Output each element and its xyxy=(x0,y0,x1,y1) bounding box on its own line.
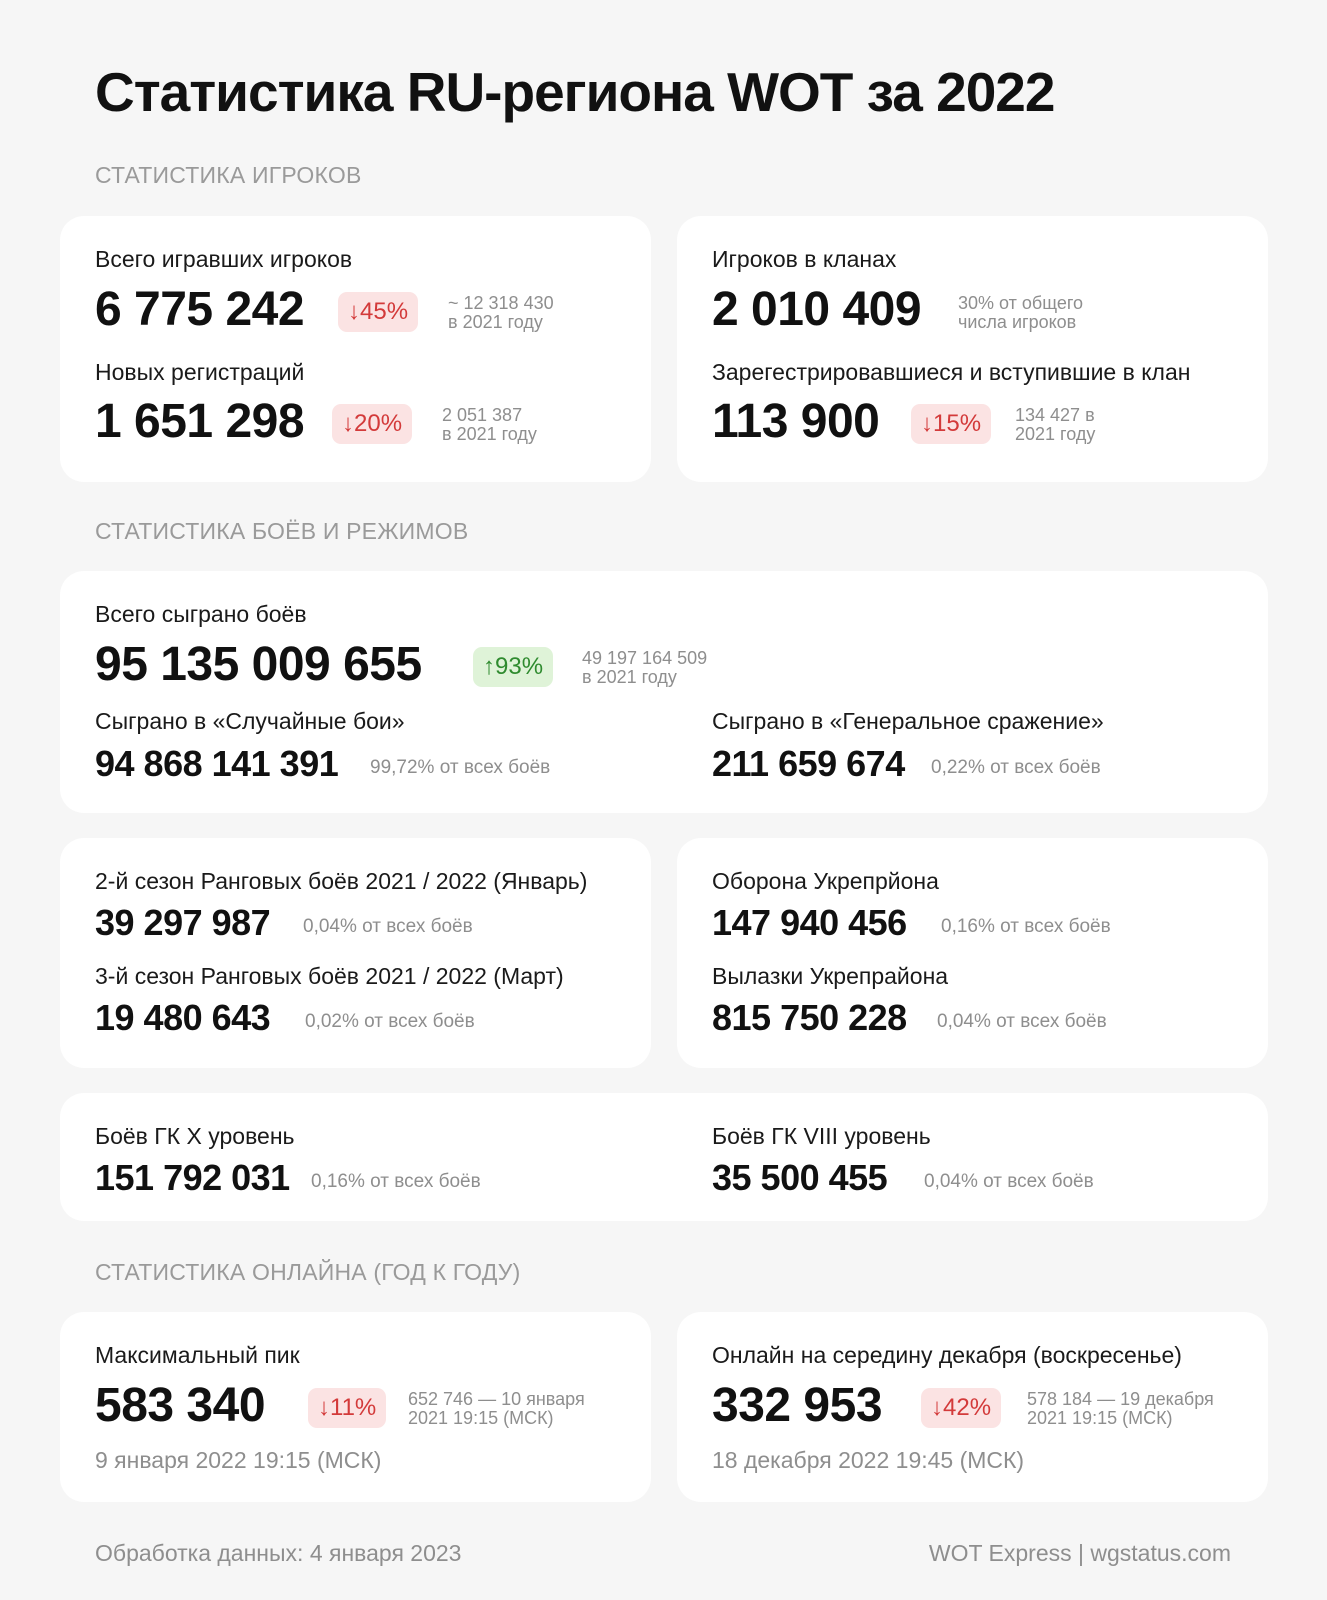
general-battle-pct: 0,22% от всех боёв xyxy=(931,757,1101,778)
gk10-pct: 0,16% от всех боёв xyxy=(311,1171,481,1192)
battles-total-value: 95 135 009 655 xyxy=(95,638,422,691)
peak-badge: ↓11% xyxy=(308,1388,386,1428)
card-players-clans xyxy=(677,216,1268,482)
total-players-note: ~ 12 318 430 в 2021 году xyxy=(448,293,554,332)
card-battles-total xyxy=(60,571,1268,813)
sorties-pct: 0,04% от всех боёв xyxy=(937,1011,1107,1032)
clan-joined-badge: ↓15% xyxy=(911,404,991,444)
ranked3-pct: 0,02% от всех боёв xyxy=(305,1011,475,1032)
arrow-down-icon: ↓ xyxy=(931,1394,943,1421)
peak-date: 9 января 2022 19:15 (МСК) xyxy=(95,1447,382,1473)
card-global-map xyxy=(60,1093,1268,1221)
card-ranked xyxy=(60,838,651,1068)
ranked2-value: 39 297 987 xyxy=(95,902,271,943)
card-online-december xyxy=(677,1312,1268,1502)
battles-total-label: Всего сыграно боёв xyxy=(95,601,307,627)
battles-total-note: 49 197 164 509 в 2021 году xyxy=(582,648,708,687)
december-value: 332 953 xyxy=(712,1379,883,1432)
arrow-up-icon: ↑ xyxy=(483,653,495,680)
peak-value: 583 340 xyxy=(95,1379,266,1432)
random-battles-value: 94 868 141 391 xyxy=(95,743,339,784)
random-battles-label: Сыграно в «Случайные бои» xyxy=(95,708,405,734)
page-title: Статистика RU-региона WOT за 2022 xyxy=(95,61,1055,123)
total-players-badge: ↓45% xyxy=(338,292,418,332)
gk8-value: 35 500 455 xyxy=(712,1157,888,1198)
gk8-label: Боёв ГК VIII уровень xyxy=(712,1123,931,1149)
clans-note: 30% от общего числа игроков xyxy=(958,293,1084,332)
gk8-pct: 0,04% от всех боёв xyxy=(924,1171,1094,1192)
ranked3-label: 3-й сезон Ранговых боёв 2021 / 2022 (Март) xyxy=(95,963,564,989)
sorties-value: 815 750 228 xyxy=(712,997,907,1038)
december-note: 578 184 — 19 декабря 2021 19:15 (МСК) xyxy=(1027,1389,1214,1428)
ranked2-label: 2-й сезон Ранговых боёв 2021 / 2022 (Январь) xyxy=(95,868,588,894)
section-online: СТАТИСТИКА ОНЛАЙНА (ГОД К ГОДУ) xyxy=(95,1259,521,1285)
registrations-value: 1 651 298 xyxy=(95,395,305,448)
december-badge: ↓42% xyxy=(921,1388,1001,1428)
card-online-peak xyxy=(60,1312,651,1502)
battles-total-badge: ↑93% xyxy=(473,647,553,687)
clans-label: Игроков в кланах xyxy=(712,246,897,272)
arrow-down-icon: ↓ xyxy=(921,410,933,437)
total-players-label: Всего игравших игроков xyxy=(95,246,353,272)
peak-label: Максимальный пик xyxy=(95,1342,300,1368)
gk10-label: Боёв ГК X уровень xyxy=(95,1123,295,1149)
arrow-down-icon: ↓ xyxy=(342,410,354,437)
ranked3-value: 19 480 643 xyxy=(95,997,271,1038)
gk10-value: 151 792 031 xyxy=(95,1157,290,1198)
sorties-label: Вылазки Укрепрайона xyxy=(712,963,949,989)
defense-pct: 0,16% от всех боёв xyxy=(941,916,1111,937)
registrations-note: 2 051 387 в 2021 году xyxy=(442,405,537,444)
december-label: Онлайн на середину декабря (воскресенье) xyxy=(712,1342,1182,1368)
clans-value: 2 010 409 xyxy=(712,283,922,336)
registrations-label: Новых регистраций xyxy=(95,359,305,385)
ranked2-pct: 0,04% от всех боёв xyxy=(303,916,473,937)
clan-joined-label: Зарегестрировавшиеся и вступившие в клан xyxy=(712,359,1191,385)
december-date: 18 декабря 2022 19:45 (МСК) xyxy=(712,1447,1025,1473)
arrow-down-icon: ↓ xyxy=(318,1394,330,1421)
footer-source: WOT Express | wgstatus.com xyxy=(928,1540,1231,1566)
registrations-badge: ↓20% xyxy=(332,404,412,444)
card-players-total xyxy=(60,216,651,482)
peak-note: 652 746 — 10 января 2021 19:15 (МСК) xyxy=(408,1389,585,1428)
card-stronghold xyxy=(677,838,1268,1068)
arrow-down-icon: ↓ xyxy=(348,298,360,325)
section-battles: СТАТИСТИКА БОЁВ И РЕЖИМОВ xyxy=(95,518,469,544)
section-players: СТАТИСТИКА ИГРОКОВ xyxy=(95,162,362,188)
general-battle-value: 211 659 674 xyxy=(712,743,905,784)
random-battles-pct: 99,72% от всех боёв xyxy=(370,757,551,778)
clan-joined-note: 134 427 в 2021 году xyxy=(1015,405,1096,444)
footer-processing-date: Обработка данных: 4 января 2023 xyxy=(95,1540,462,1566)
defense-value: 147 940 456 xyxy=(712,902,907,943)
clan-joined-value: 113 900 xyxy=(712,395,880,448)
general-battle-label: Сыграно в «Генеральное сражение» xyxy=(712,708,1104,734)
defense-label: Оборона Укрепрйона xyxy=(712,868,939,894)
total-players-value: 6 775 242 xyxy=(95,283,305,336)
